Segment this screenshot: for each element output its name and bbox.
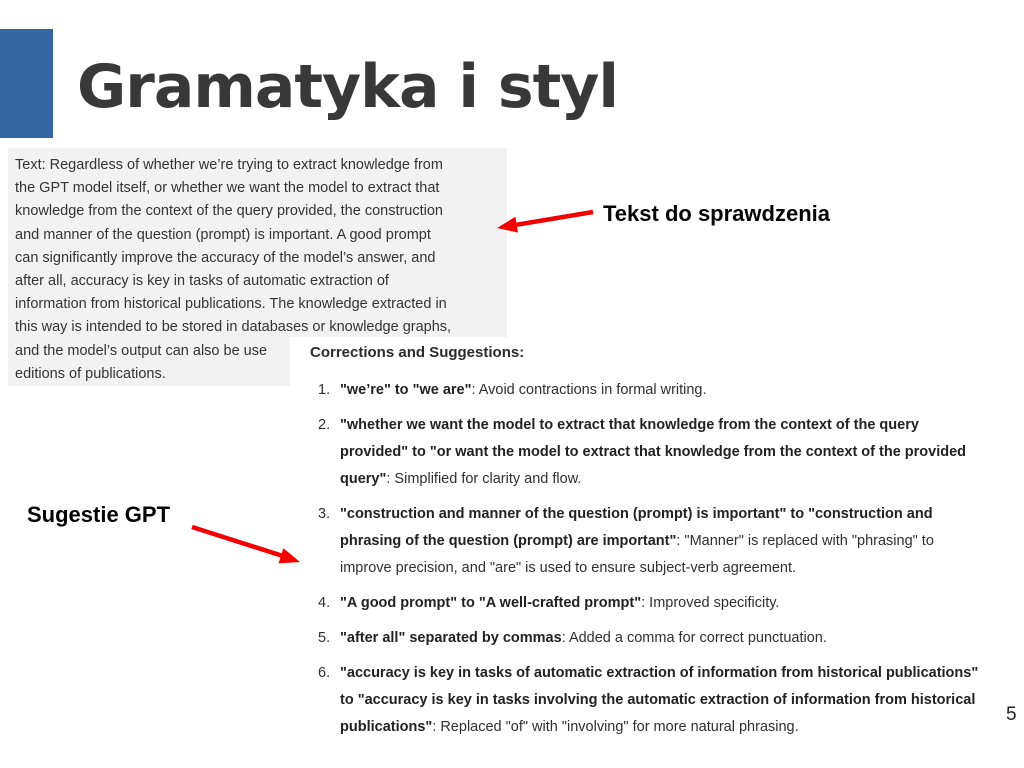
page-number: 5	[1006, 704, 1017, 725]
item-change: "construction and manner of the question (prompt) is important" to "construction and phrasing of the question (prompt) are important"	[340, 506, 933, 549]
source-text-line: and manner of the question (prompt) is important. A good prompt	[15, 226, 431, 243]
accent-bar	[0, 29, 53, 138]
item-number: 2.	[318, 417, 331, 433]
correction-item	[318, 377, 1024, 404]
source-text-line: can significantly improve the accuracy of the model’s answer, and	[15, 249, 436, 266]
correction-item	[318, 625, 1024, 652]
arrow-line	[192, 527, 283, 556]
item-change: "we’re" to "we are"	[340, 382, 472, 398]
arrow-line	[514, 212, 593, 225]
red-arrow-to-suggestions	[192, 527, 300, 563]
item-explanation: : Replaced "of" with "involving" for more natural phrasing.	[432, 719, 799, 735]
corrections-panel	[290, 337, 1024, 768]
item-text	[340, 412, 985, 493]
correction-item	[318, 412, 1024, 493]
source-text-line: editions of publications.	[15, 365, 166, 382]
source-text-line: knowledge from the context of the query provided, the construction	[15, 203, 443, 220]
correction-item	[318, 501, 1024, 582]
source-text-line: after all, accuracy is key in tasks of automatic extraction of	[15, 273, 389, 290]
item-number: 6.	[318, 665, 331, 681]
item-number: 3.	[318, 506, 331, 522]
item-explanation: : Avoid contractions in formal writing.	[471, 382, 707, 398]
item-number: 1.	[318, 382, 331, 398]
item-number: 5.	[318, 630, 331, 646]
corrections-list	[318, 377, 1024, 741]
item-change: "after all" separated by commas	[340, 630, 562, 646]
source-text-line: and the model’s output can also be use	[15, 342, 268, 359]
source-text-line: the GPT model itself, or whether we want the model to extract that	[15, 180, 440, 197]
item-text	[340, 660, 985, 741]
correction-item	[318, 660, 1024, 741]
item-text	[340, 377, 985, 404]
item-change: "accuracy is key in tasks of automatic extraction of information from historical publications" to "accuracy is key in tasks involving the automatic extraction of information from historical publications"	[340, 665, 979, 735]
source-text-line: Text: Regardless of whether we’re trying to extract knowledge from	[15, 157, 443, 173]
annotation-gpt-suggestions: Sugestie GPT	[27, 502, 171, 527]
item-explanation: : Simplified for clarity and flow.	[386, 471, 582, 487]
item-explanation: : "Manner" is replaced with "phrasing" to improve precision, and "are" is used to ensure subject-verb agreement.	[340, 533, 934, 576]
item-number: 4.	[318, 595, 331, 611]
slide-title: Gramatyka i styl	[77, 52, 618, 122]
item-change: "whether we want the model to extract that knowledge from the context of the query provided" to "or want the model to extract that knowledge from the context of the provided query"	[340, 417, 967, 487]
corrections-heading: Corrections and Suggestions:	[310, 344, 525, 361]
correction-item	[318, 590, 1024, 617]
item-change: "A good prompt" to "A well-crafted prompt"	[340, 595, 642, 611]
annotation-text-to-check: Tekst do sprawdzenia	[603, 201, 830, 226]
item-text	[340, 625, 985, 652]
item-text	[340, 590, 985, 617]
item-text	[340, 501, 985, 582]
red-arrow-to-source-text	[497, 212, 593, 233]
source-text-line: information from historical publications. The knowledge extracted in	[15, 296, 447, 313]
item-explanation: : Improved specificity.	[641, 595, 780, 611]
source-text-line: this way is intended to be stored in databases or knowledge graphs,	[15, 319, 452, 336]
item-explanation: : Added a comma for correct punctuation.	[561, 630, 827, 646]
